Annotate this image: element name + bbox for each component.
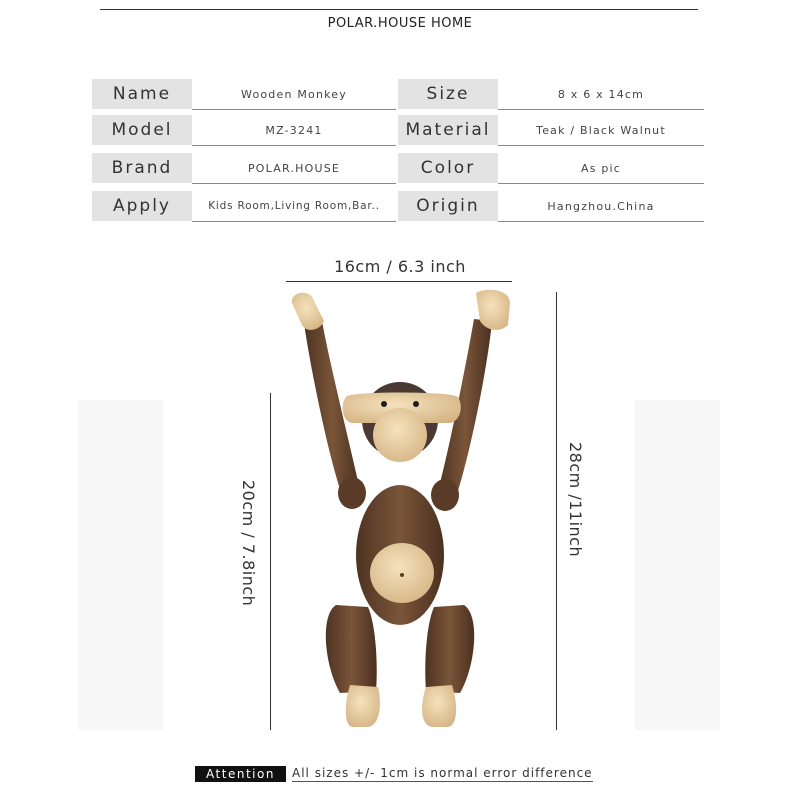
width-dimension-line [286,281,512,282]
spec-value-model: MZ-3241 [192,115,396,146]
spec-value-material: Teak / Black Walnut [498,115,704,146]
spec-value-name: Wooden Monkey [192,79,396,110]
spec-value-color: As pic [498,153,704,184]
spec-label-brand: Brand [92,153,192,183]
background-panel-left [78,400,163,730]
spec-label-material: Material [398,115,498,145]
body-height-dimension-line [270,393,271,730]
spec-label-model: Model [92,115,192,145]
top-rule [100,9,698,10]
total-height-dimension-label: 28cm /11inch [566,442,585,558]
spec-label-size: Size [398,79,498,109]
total-height-dimension-line [556,292,557,730]
wooden-monkey-image [280,285,520,735]
spec-label-color: Color [398,153,498,183]
width-dimension-label: 16cm / 6.3 inch [334,257,466,276]
page-title: POLAR.HOUSE HOME [327,16,473,31]
spec-value-size: 8 x 6 x 14cm [498,79,704,110]
body-height-dimension-label: 20cm / 7.8inch [239,480,258,607]
attention-label: Attention [195,766,286,782]
attention-text: All sizes +/- 1cm is normal error difference [292,766,593,780]
spec-label-origin: Origin [398,191,498,221]
spec-value-origin: Hangzhou.China [498,191,704,222]
spec-label-name: Name [92,79,192,109]
background-panel-right [635,400,720,730]
spec-label-apply: Apply [92,191,192,221]
spec-value-apply: Kids Room,Living Room,Bar.. [192,191,396,222]
spec-value-brand: POLAR.HOUSE [192,153,396,184]
